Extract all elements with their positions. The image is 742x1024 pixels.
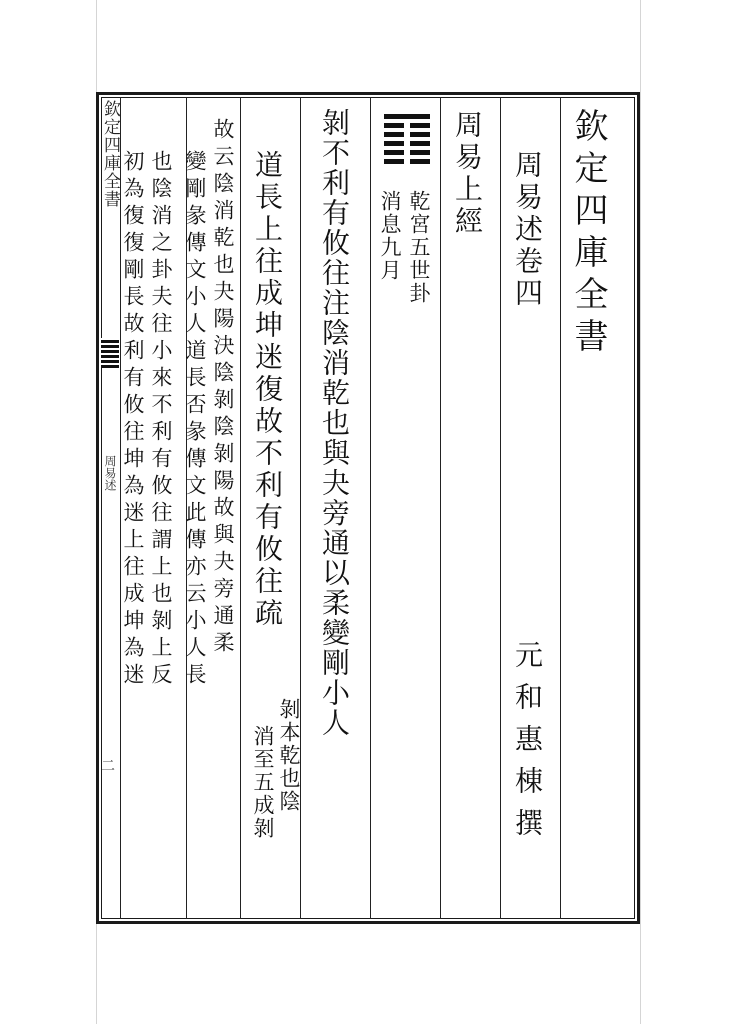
section-title: 周易上經 — [451, 110, 484, 238]
fold-fishtail-mark — [101, 338, 119, 368]
column-rule — [240, 97, 241, 919]
column-rule — [560, 97, 561, 919]
commentary-line-1: 故云陰消乾也夬陽決陰剝陰剝陽故與夬旁通柔 — [211, 118, 235, 658]
commentary-note-2: 消至五成剝 — [251, 725, 275, 840]
fold-page-number: 二 — [99, 758, 115, 772]
main-text-line-1: 剝不利有攸往注陰消乾也與夬旁通以柔變剛小人 — [318, 108, 351, 738]
fold-title: 欽定四庫全書 — [100, 100, 120, 208]
library-title: 欽定四庫全書 — [568, 108, 608, 360]
commentary-note-1: 剝本乾也陰 — [277, 698, 301, 813]
hexagram-month: 消息九月 — [378, 190, 402, 282]
column-rule — [440, 97, 441, 919]
main-text-line-2: 道長上往成坤迷復故不利有攸往疏 — [251, 150, 284, 630]
fold-subtitle: 周易述 — [103, 455, 117, 491]
column-rule — [370, 97, 371, 919]
volume-title: 周易述卷四 — [511, 150, 544, 310]
hexagram-bo-icon — [384, 114, 430, 168]
hexagram-palace: 乾宮五世卦 — [407, 190, 431, 305]
commentary-line-3: 也陰消之卦夫往小來不利有攸往謂上也剝上反 — [149, 150, 173, 690]
commentary-line-2: 變剛彖傳文小人道長否彖傳文此傳亦云小人長 — [183, 150, 207, 690]
column-rule — [500, 97, 501, 919]
commentary-line-4: 初為復復剛長故利有攸往坤為迷上往成坤為迷 — [121, 150, 145, 690]
author-line: 元和惠棟撰 — [511, 640, 544, 850]
